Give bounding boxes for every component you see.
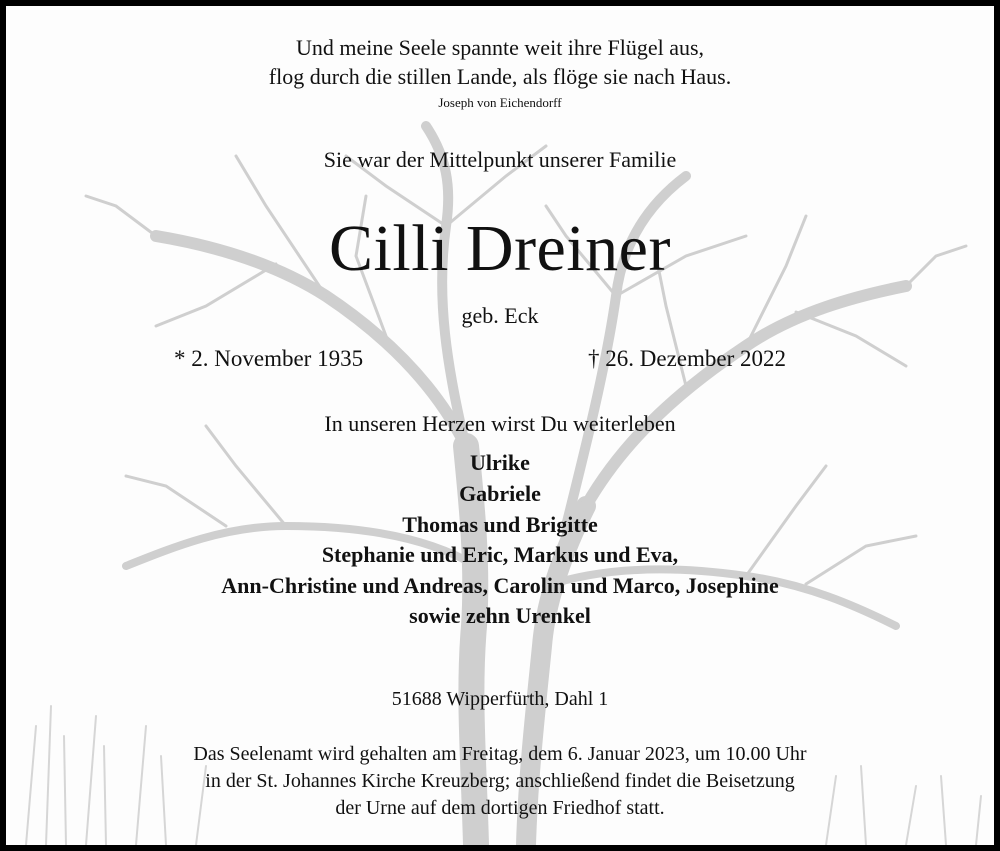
address: 51688 Wipperfürth, Dahl 1 (391, 688, 609, 710)
mourner-line: Ulrike (470, 450, 530, 475)
mourner-line: sowie zehn Urenkel (409, 603, 591, 628)
service-line: der Urne auf dem dortigen Friedhof statt. (335, 797, 665, 819)
deceased-name: Cilli Dreiner (329, 212, 671, 285)
mourner-line: Stephanie und Eric, Markus und Eva, (321, 542, 679, 567)
birth-date: * 2. November 1935 (174, 346, 364, 371)
poem-line-1: Und meine Seele spannte weit ihre Flügel aus, (295, 35, 705, 60)
death-date: † 26. Dezember 2022 (588, 346, 786, 371)
service-line: in der St. Johannes Kirche Kreuzberg; anschließend findet die Beisetzung (205, 770, 795, 792)
poem-line-2: flog durch die stillen Lande, als flöge sie nach Haus. (268, 64, 732, 89)
maiden-name: geb. Eck (461, 303, 539, 328)
service-line: Das Seelenamt wird gehalten am Freitag, dem 6. Januar 2023, um 10.00 Uhr (193, 743, 807, 765)
notice-content (6, 6, 994, 845)
poem-author: Joseph von Eichendorff (438, 95, 562, 110)
closing-line: In unseren Herzen wirst Du weiterleben (324, 411, 676, 436)
intro-text: Sie war der Mittelpunkt unserer Familie (323, 147, 677, 172)
mourner-line: Gabriele (459, 481, 541, 506)
mourner-line: Thomas und Brigitte (402, 512, 598, 537)
mourner-line: Ann-Christine und Andreas, Carolin und Marco, Josephine (221, 573, 779, 598)
